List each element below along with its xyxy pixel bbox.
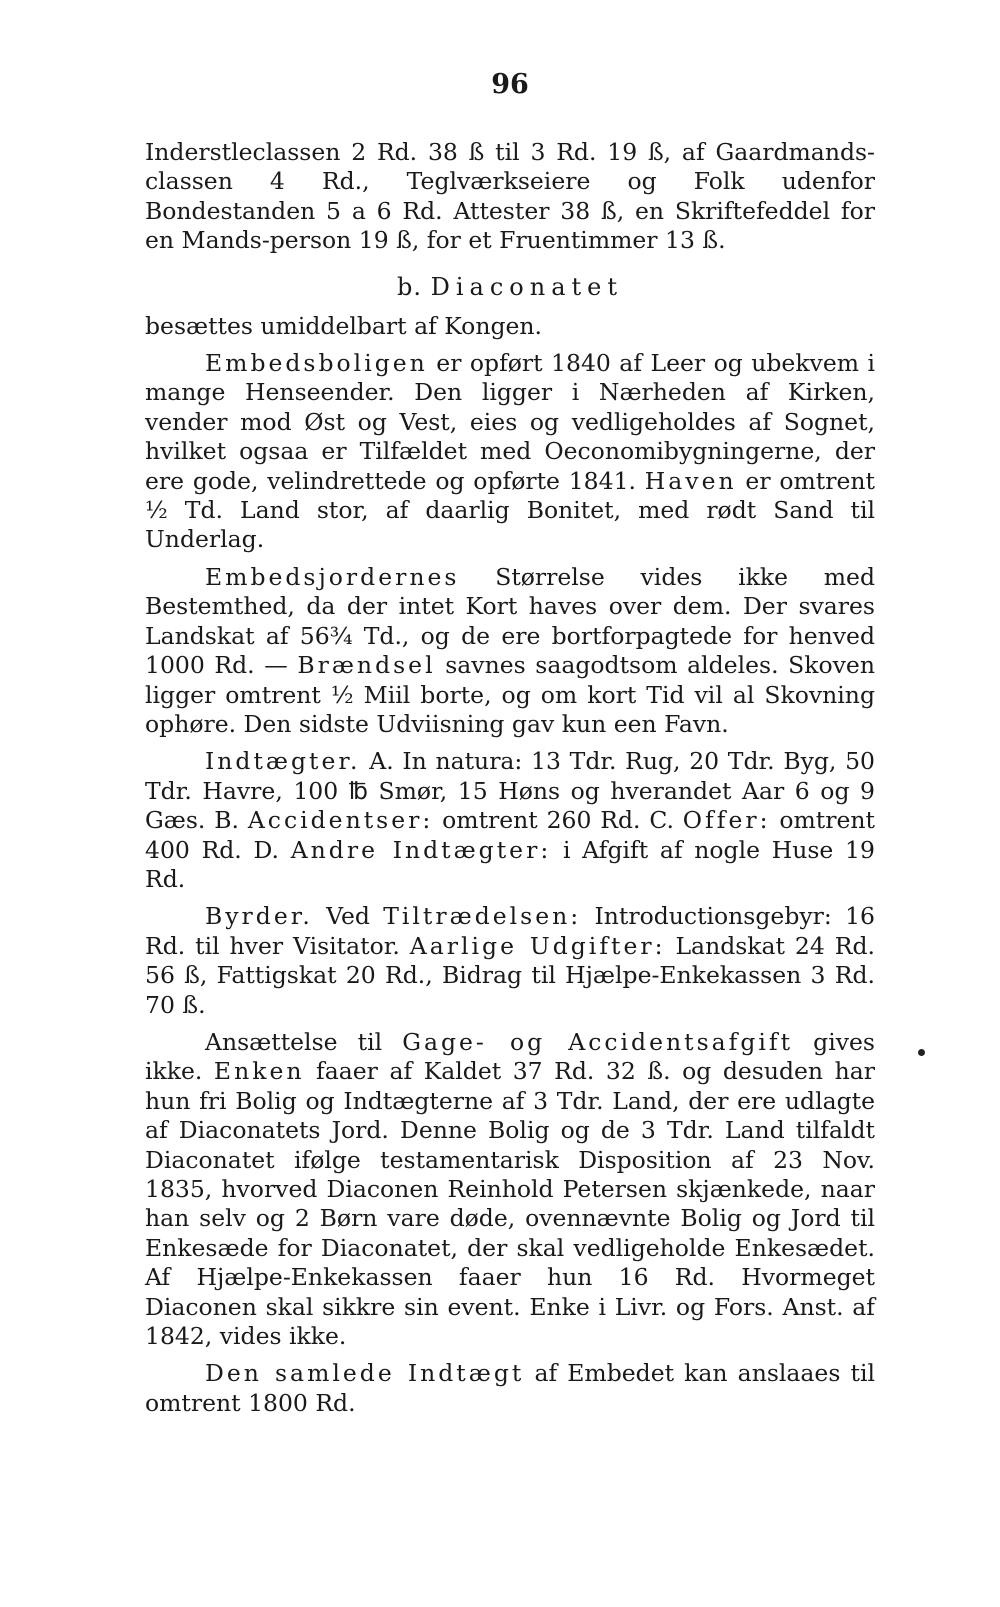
paragraph-lead: Den samlede Indtægt [205,1359,525,1388]
paragraph-text: Ansættelse til [205,1027,383,1056]
intro-paragraph: Inderstleclassen 2 Rd. 38 ß til 3 Rd. 19 ß, af Gaardmands-classen 4 Rd., Teglværkseiere og Folk udenfor Bondestanden 5 a 6 Rd. Attester 38 ß, en Skriftefeddel for en Mands-person 19 ß, for et Fruentimmer 13 ß. [145,138,875,255]
paragraph-text: A. In natura: 13 Tdr. Rug, 20 Tdr. Byg, 50 Tdr. Havre, 100 ℔ Smør, 15 Høns og hverandet Aar 6 og 9 Gæs. B. [145,747,875,835]
section-title: Diaconatet [430,272,623,301]
paragraph-indtaegter [145,747,875,894]
paragraph-lead-haven: Haven [644,466,737,495]
page-number: 96 [491,69,529,100]
paragraph-text: Størrelse vides ikke med Bestemthed, da der intet Kort haves over dem. Der svares Landskat af 56¾ Td., og de ere bortforpagtede for henved 1000 Rd. — [145,562,875,680]
section-letter: b. [396,272,422,301]
paragraph-text-andre: i Afgift af nogle Huse 19 Rd. [145,835,875,893]
paragraph-lead-udgifter: Aarlige Udgifter: [409,931,666,960]
paragraph-lead-andre: Andre Indtægter: [290,835,552,864]
section-lead: besættes umiddelbart af Kongen. [145,311,543,340]
paragraph-lead-accidentser: Accidentser: [247,806,434,835]
paragraph-text-udgifter: Landskat 24 Rd. 56 ß, Fattigskat 20 Rd., Bidrag til Hjælpe-Enkekassen 3 Rd. 70 ß. [145,931,875,1019]
paragraph-text-offer: omtrent 400 Rd. D. [145,806,875,864]
paragraph-text-tiltraedelsen: Introductionsgebyr: 16 Rd. til hver Visitator. [145,902,875,960]
document-page [145,70,875,1418]
paragraph-text-haven: er omtrent ½ Td. Land stor, af daarlig Bonitet, med rødt Sand til Underlag. [145,466,875,554]
margin-dot [918,1049,925,1056]
paragraph-text-gives: gives ikke. [145,1027,875,1086]
paragraph-text: Ved [326,902,370,931]
paragraph-byrder [145,902,875,1020]
paragraph-lead: Indtægter. [205,747,361,776]
paragraph-lead-enken: Enken [213,1057,305,1086]
paragraph-text-braendsel: savnes saagodtsom aldeles. Skoven ligger omtrent ½ Miil borte, og om kort Tid vil al Skovning ophøre. Den sidste Udviisning gav kun een Favn. [145,651,875,738]
paragraph-lead-braendsel: Brændsel [297,651,436,680]
paragraph-ansaettelse [145,1028,875,1351]
paragraph-text-enken: faaer af Kaldet 37 Rd. 32 ß. og desuden har hun fri Bolig og Indtægterne af 3 Tdr. Land, der ere udlagte af Diaconatets Jord. Denne Bolig og de 3 Tdr. Land tilfaldt Diaconatet ifølge testamentarisk Disposition af 23 Nov. 1835, hvorved Diaconen Reinhold Petersen skjænkede, naar han selv og 2 Børn vare døde, ovennævnte Bolig og Jord til Enkesæde for Diaconatet, der skal vedligeholde Enkesædet. Af Hjælpe-Enkekassen faaer hun 16 Rd. Hvormeget Diaconen skal sikkre sin event. Enke i Livr. og Fors. Anst. af 1842, vides ikke. [145,1057,875,1351]
paragraph-samlede-indtaegt [145,1359,875,1418]
paragraph-text: er opført 1840 af Leer og ubekvem i mange Henseender. Den ligger i Nærheden af Kirken, vender mod Øst og Vest, eies og vedligeholdes af Sognet, hvilket ogsaa er Tilfældet med Oeconomibygningerne, der ere gode, velindrettede og opførte 1841. [145,349,875,495]
paragraph-lead: Byrder. [205,902,313,931]
paragraph-embedsboligen [145,349,875,555]
paragraph-lead-gage: Gage- og Accidentsafgift [402,1027,794,1056]
paragraph-text-accidentser: omtrent 260 Rd. C. [442,806,674,835]
paragraph-lead-tiltraedelsen: Tiltrædelsen: [383,902,582,931]
paragraph-text: af Embedet kan anslaaes til omtrent 1800 Rd. [145,1359,875,1417]
paragraph-lead-offer: Offer: [682,806,771,835]
paragraph-lead: Embedsboligen [205,349,428,378]
paragraph-embedsjordernes [145,563,875,739]
section-heading [145,272,875,302]
paragraph-lead: Embedsjordernes [205,562,460,591]
